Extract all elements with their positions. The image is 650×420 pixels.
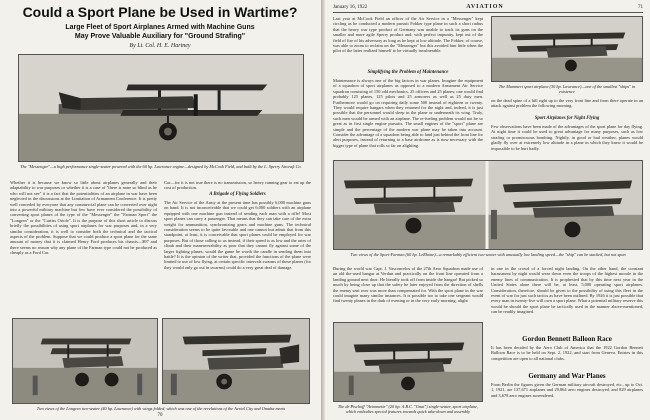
mummert-sport-airplane-photo bbox=[491, 16, 643, 82]
article-subtitle-line2: May Prove Valuable Auxiliary for "Ground Strafing" bbox=[74, 33, 246, 40]
article-title: Could a Sport Plane be Used in Wartime? bbox=[22, 4, 298, 20]
right-column-2-night-text: Few observations have been made of the advantages of the sport plane for day flying. At night time it could be used to great advantage for many purposes, such as low strafing or promiscuous bombing. Nightly, in good or bad weather, planes would gladly fly over at extremely low altitude in a plane in which they knew it would be impossible to be hurt badly. bbox=[491, 124, 643, 151]
right-header-page-number: 71 bbox=[638, 5, 643, 10]
messenger-caption: The "Messenger"—a high performance single-seater powered with the 60 hp. Lawrance engine—designed by McCook Field, and built by the L. Sperry Aircraft Co. bbox=[20, 164, 302, 169]
maintenance-subhead: Simplifying the Problem of Maintenance bbox=[367, 70, 449, 75]
header-rule bbox=[333, 12, 643, 13]
sport-farman-caption: Two views of the Sport-Farman (60 hp. LeRhone)—a remarkably efficient two-seater with unusually low landing speed—the "ship" can be stacked, but not spun bbox=[350, 252, 626, 257]
article-subtitle-line1: Large Fleet of Sport Airplanes Armed with Machine Guns bbox=[65, 24, 255, 31]
longren-caption: Two views of the Longren two-seater (40 hp. Lawrance) with wings folded, which was one of the revelations of the Aerial City and Omaha meets bbox=[36, 406, 286, 411]
right-header-title: AVIATION bbox=[466, 4, 504, 10]
article-byline: By Lt. Col. H. E. Hartney bbox=[129, 43, 191, 49]
left-page bbox=[0, 0, 321, 420]
mummert-caption: The Mummert sport airplane (30 hp. Lawrance)—one of the smallest "ships" in existence bbox=[498, 84, 636, 95]
de-pischoff-caption: The de Pischoff "Avionnette" (20 hp. A.B.C. "Gnat") single-seater, sport airplane, which embodies special features towards quick take-down and assembly bbox=[337, 404, 479, 415]
right-column-1-text: Last year at McCook Field an officer of the Air Service in a "Messenger" kept circling as he conducted a modern pursuit Fokker type plane in such a short radius that the heavy war type product of Germany was unable to track its guns on the smaller and more agile Sperry product and, with perfect impunity, kept out of the field of fire of his adversary as long as he kept at low altitude. The Fokker, of course, was able to zoom to reclaim on the "Messenger" but this avoided him little when the pilot of the latter realized himself to be virtually invulnerable. bbox=[333, 16, 483, 54]
longren-photo-right bbox=[162, 318, 310, 404]
gordon-bennett-title: Gordon Bennett Balloon Race bbox=[522, 335, 612, 343]
right-column-1-text-lower: During the world war Capt. J. Vasconcelos of the 27th Aero Squadron made use of an old the-used hangar at Verdun and practically on the front line operated from a landing ground next door. He literally took off from inside the hangar! But picked so much by being close up that the safety he later enjoyed from the direction of shells the enemy sent over was more than compensated for. With the sport plane in the war could imagine many similar instances. It is possible too to take one sergeant would find twenty planes in the dark of evening or in the very early morning, alight bbox=[333, 266, 483, 304]
sport-farman-photo bbox=[333, 160, 643, 250]
left-column-2-text: Car—for it is not true there is no transmission, so heavy running gear to eat up the cost of production. bbox=[164, 180, 311, 191]
right-page bbox=[325, 0, 650, 420]
left-page-number: 70 bbox=[157, 413, 163, 418]
left-column-1-text: Whether it is because we know so little about airplanes generally and their adaptability to war purposes or whether it is a case of "there is none so blind as he who will not see" it is a fact that the potentialities of an airplane in war have been neglected in the discussions at the Limitation of Armament Conference. It is pretty well conceded by everyone that any commercial plane can be converted over night into a powerful military machine but few have ever considered the possibility of converting sport planes of the type of the "Messenger" the "Farman Sport" the "Longren" or the "Curtiss Oriole". It is the purpose of this short article to discuss briefly the possibilities of using sport airplanes for war purposes and, in a very similar consideration, it is well to consider both the technical and the tactical aspects of the problem. Suppose that we could produce a sport plane for the same amount of money that it is claimed Henry Ford produces his chassis—$97 and there seems no reason why any plane of the Farman type could not be produced as cheaply as a Ford Car. bbox=[10, 180, 157, 256]
gordon-bennett-text: It has been decided by the Aero Club of America that the 1922 Gordon Bennett Balloon Race is to be held on Sept. 2, 1922, and start from Geneva. Entries in this competition are open to all national clubs. bbox=[491, 345, 643, 361]
right-column-2-text: in one in the crowd of a forced night landing. On the other hand, the constant harassment by night would wear down even the troops of the highest morale in the enemy lines of communication. It is prophesied that by this time next year in the United States alone there will be, at least, 5,000 operating sport airplanes. Consideration, therefore, should be given to the possibility of using this fleet in the event of war for just such tactics as have been outlined. By 1926 it is just possible that every man in twenty-five will own a sport plane. What a potential military reserve this would be should the sport plane be tactically used in the manner above-mentioned, can be readily imagined. bbox=[491, 266, 643, 315]
germany-war-planes-title: Germany and War Planes bbox=[528, 372, 606, 380]
longren-photo-left bbox=[12, 318, 158, 404]
de-pischoff-avionnette-photo bbox=[333, 322, 483, 402]
left-column-2-text-continued: The Air Service of the Army at the present time has possibly 6,000 machine guns on hand. It is not inconceivable that we could get 6,000 soldiers with an airplane equipped with one machine gun instead of sending each man with a rifle! Most sport planes can carry a passenger. That means that they can take care of the extra weight for ammunition, synchronizing gears and machine guns. The technical consideration seems to be quite favorable and one cannot but admit that from this standpoint, at least, it is conceivable that sport planes could be employed for war purposes. But of those calling to us instead, if their speed is as low and the rates of climb and their maneuverability as poor that they cannot fly against some of the larger fighting planes, would the game be worth the candle in sending them into battle? It is the opinion of the writer that, provided the functions of the plane were limited to use of low flying, at certain specific intervals swarms of these planes (for they would only go out in swarms) could do a very great deal of damage. bbox=[164, 200, 311, 270]
right-column-2-top-text: on the dead spine of a hill right up to the very front line and from there operate in an attack against problem the following morning. bbox=[491, 98, 643, 109]
flying-soldiers-subhead: A Brigade of Flying Soldiers bbox=[209, 192, 266, 197]
right-header-date: January 16, 1922 bbox=[333, 5, 368, 10]
night-flying-subhead: Sport Airplanes for Night Flying bbox=[534, 116, 600, 121]
right-column-1-text-continued: Maintenance is always one of the big factors in war planes. Imagine the equipment of a squadron of sport airplanes as opposed to a modern Armament Air Service squadron consisting of 150 odd mechanics, 25 officers and 25 planes; one would find probably 125 planes, 125 pilots and 25 armorers as well as 25 duty men. Furthermore would go on requiring daily some 500 instead of eighteen or twenty. They would require hangars when they returned for the night and, indeed, it is just possible that the personnel would sleep in the plane or underneath its wing. Truly, such men would be armed with an airplane. The re-fueling problem would not be so great as in first single engine pursuits. The small engines of the "sport" plane are simple and the percentage of the modern war plane may be taken into account. Consider the advantage of a squadron being able to land just behind the front line for alert purposes, instead of returning to a base airdrome as is now necessary with the bigger type of plane that rolls so far on alighting. bbox=[333, 78, 483, 148]
germany-war-planes-text: From Berlin the figures given the German military aircraft destroyed, etc., up to Oct. 1, 1921, are 137,671 airplanes and 29,864 aero engines destroyed, and 829 airplanes and 3,678 aero engines surrendered. bbox=[491, 382, 643, 398]
messenger-plane-photo bbox=[18, 54, 304, 162]
